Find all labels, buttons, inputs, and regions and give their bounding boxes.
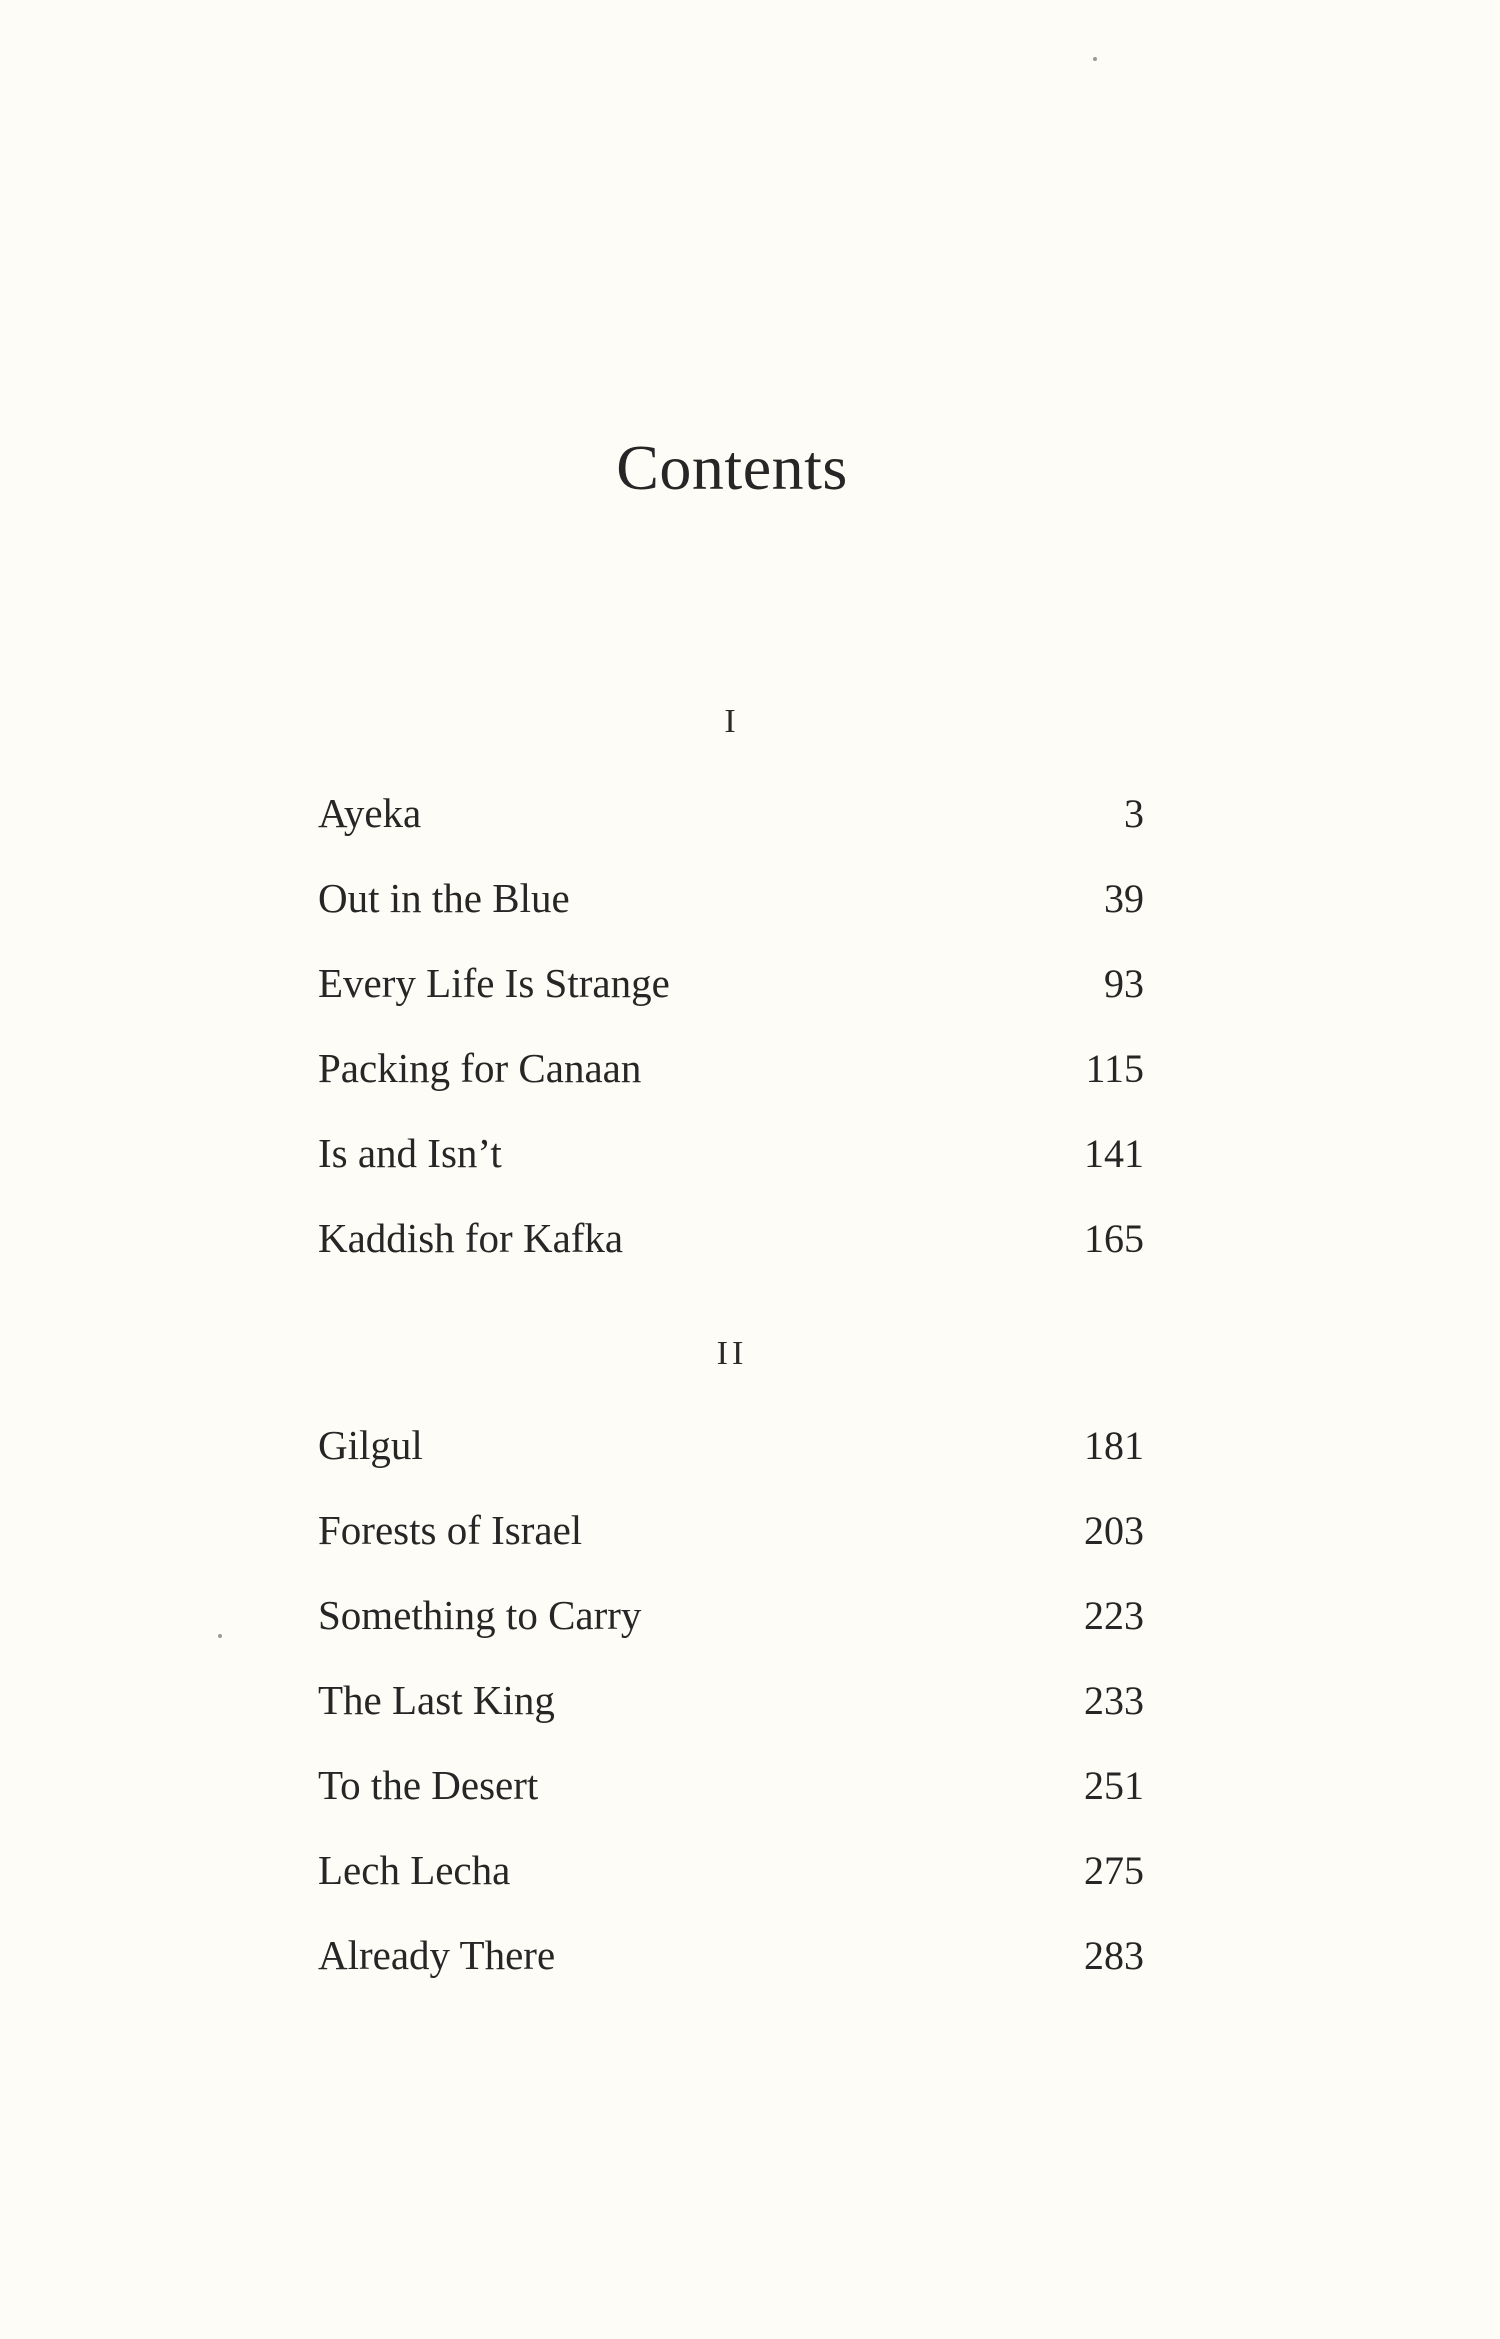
toc-entry: [318, 1114, 1144, 1199]
toc-entry: [318, 1491, 1144, 1576]
toc-list-part-1: [318, 774, 1144, 1284]
toc-entry-title: Packing for Canaan: [318, 1045, 642, 1091]
toc-entry-page-number: 93: [1104, 961, 1144, 1006]
toc-entry-page-number: 165: [1084, 1216, 1144, 1261]
toc-entry-page-number: 223: [1084, 1593, 1144, 1638]
toc-entry-title: Ayeka: [318, 790, 422, 836]
part-heading-1: I: [724, 703, 740, 740]
toc-entry-title: Is and Isn’t: [318, 1130, 502, 1176]
toc-entry: [318, 774, 1144, 859]
toc-entry-page-number: 275: [1084, 1848, 1144, 1893]
toc-entry-title: Out in the Blue: [318, 875, 570, 921]
toc-entry: [318, 1199, 1144, 1284]
toc-entry-page-number: 3: [1124, 791, 1144, 836]
part-heading-2: II: [716, 1335, 748, 1372]
toc-entry-page-number: 181: [1084, 1423, 1144, 1468]
toc-entry: [318, 1661, 1144, 1746]
toc-entry-title: Kaddish for Kafka: [318, 1215, 624, 1261]
paper-speck: [1093, 57, 1097, 61]
toc-entry: [318, 1029, 1144, 1114]
toc-entry-page-number: 233: [1084, 1678, 1144, 1723]
toc-entry-title: Something to Carry: [318, 1592, 642, 1638]
toc-entry: [318, 1746, 1144, 1831]
toc-entry-title: Lech Lecha: [318, 1847, 511, 1893]
toc-entry: [318, 1406, 1144, 1491]
toc-entry-page-number: 251: [1084, 1763, 1144, 1808]
toc-entry-title: Forests of Israel: [318, 1507, 583, 1553]
toc-entry-title: The Last King: [318, 1677, 555, 1723]
toc-entry-page-number: 283: [1084, 1933, 1144, 1978]
toc-entry: [318, 1576, 1144, 1661]
toc-entry-title: Already There: [318, 1932, 556, 1978]
toc-entry-page-number: 39: [1104, 876, 1144, 921]
toc-entry: [318, 1916, 1144, 2001]
toc-entry: [318, 1831, 1144, 1916]
toc-list-part-2: [318, 1406, 1144, 2001]
toc-entry-page-number: 203: [1084, 1508, 1144, 1553]
toc-entry: [318, 944, 1144, 1029]
toc-entry-page-number: 141: [1084, 1131, 1144, 1176]
toc-entry-title: To the Desert: [318, 1762, 539, 1808]
page-title: Contents: [616, 432, 848, 503]
toc-entry-page-number: 115: [1085, 1046, 1144, 1091]
toc-entry: [318, 859, 1144, 944]
toc-entry-title: Every Life Is Strange: [318, 960, 670, 1006]
paper-speck: [218, 1634, 222, 1638]
toc-entry-title: Gilgul: [318, 1422, 423, 1468]
